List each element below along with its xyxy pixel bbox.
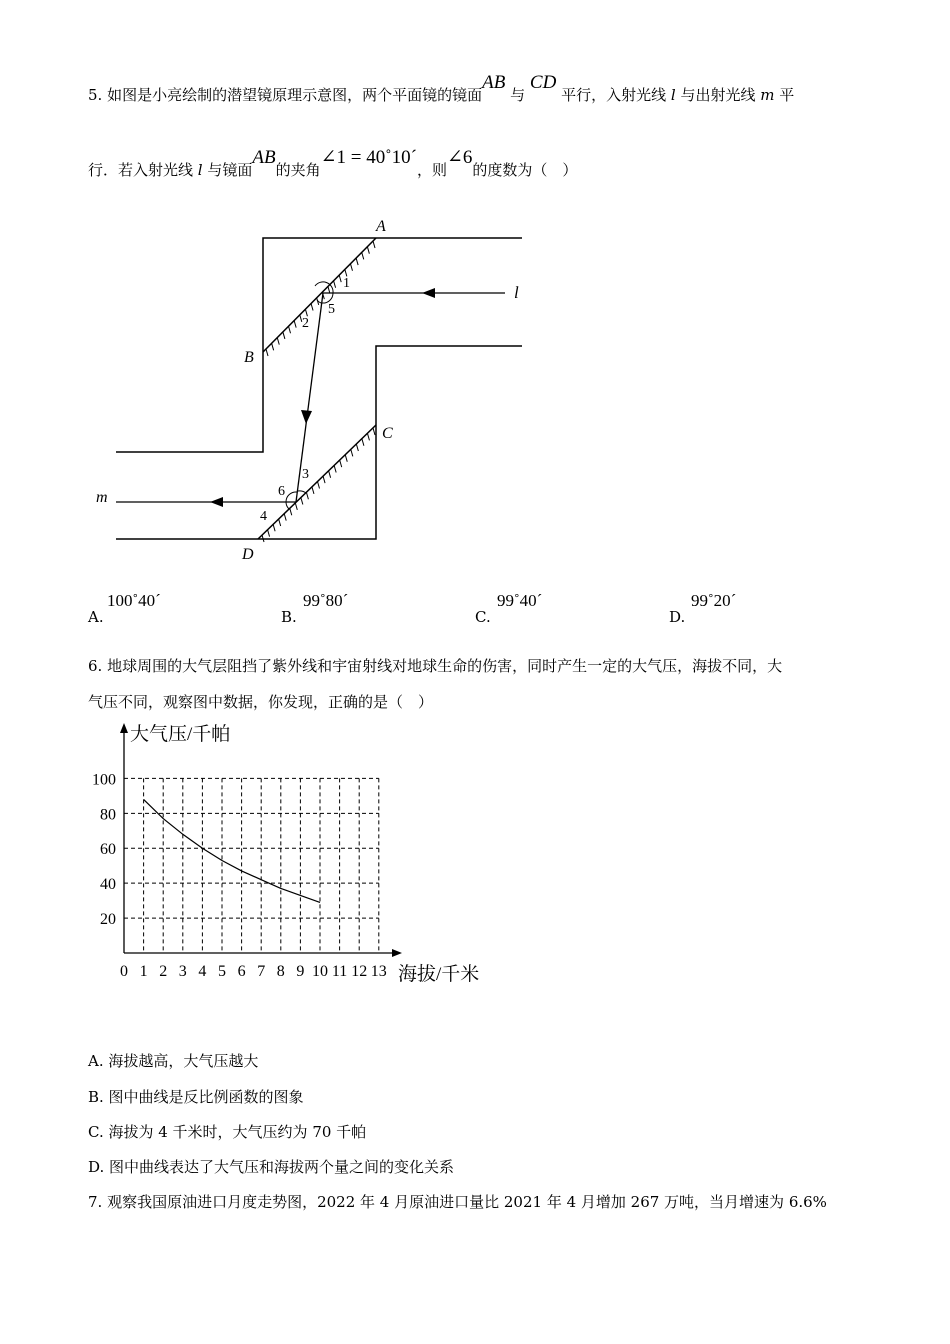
- y-tick-label: 40: [100, 876, 116, 894]
- ray-l-arrow: [422, 288, 435, 298]
- q5-text: 与镜面: [207, 161, 253, 179]
- q6-option-a[interactable]: A. 海拔越高，大气压越大: [88, 1052, 259, 1070]
- hatch-mark: [345, 455, 347, 462]
- x-tick-label: 11: [331, 963, 348, 980]
- option-d-value[interactable]: 99˚20´: [691, 591, 737, 610]
- x-tick-label: 3: [178, 963, 187, 980]
- angle-1-label: 1: [343, 276, 350, 291]
- y-tick-labels: [92, 771, 116, 928]
- y-axis-arrow: [120, 723, 128, 733]
- q6-option-b[interactable]: B. 图中曲线是反比例函数的图象: [88, 1088, 304, 1106]
- angle-5-label: 5: [328, 302, 335, 317]
- y-tick-label: 60: [100, 841, 116, 859]
- option-b-label[interactable]: B.: [281, 608, 297, 626]
- x-axis-arrow: [392, 949, 402, 957]
- angle1-expression: ∠1 = 40˚10´: [320, 147, 417, 168]
- ray-l-label: l: [197, 161, 203, 179]
- hatch-mark: [273, 524, 275, 531]
- angle-6-label: 6: [278, 484, 285, 499]
- pressure-altitude-chart: [0, 715, 520, 1000]
- angle-arc-6: [286, 492, 297, 502]
- hatch-mark: [311, 304, 313, 311]
- option-b-value[interactable]: 99˚80´: [303, 591, 349, 610]
- hatch-mark: [350, 264, 352, 271]
- hatch-mark: [367, 433, 369, 440]
- hatch-mark: [323, 476, 325, 483]
- option-c-value[interactable]: 99˚40´: [497, 591, 543, 610]
- hatch-mark: [373, 241, 375, 248]
- hatch-mark: [334, 465, 336, 472]
- hatch-mark: [289, 326, 291, 333]
- mirror-cd: [258, 425, 376, 539]
- hatch-mark: [339, 275, 341, 282]
- q5-text: 与出射光线: [680, 86, 756, 104]
- periscope-diagram: [0, 0, 950, 600]
- x-tick-label: 13: [370, 963, 387, 980]
- ray-m-figure-label: m: [96, 489, 108, 506]
- q5-text: 与: [510, 86, 526, 104]
- ray-l-figure-label: l: [514, 283, 519, 302]
- ray-l-label: l: [670, 86, 676, 104]
- reflected-ray: [296, 293, 323, 502]
- hatch-mark: [266, 349, 268, 356]
- x-tick-label: 6: [237, 963, 246, 980]
- option-d-label[interactable]: D.: [669, 608, 686, 626]
- hatch-mark: [312, 487, 314, 494]
- q6-option-c[interactable]: C. 海拔为 4 千米时，大气压约为 70 千帕: [88, 1123, 367, 1141]
- x-tick-label: 12: [351, 963, 368, 980]
- y-axis-label: 大气压/千帕: [130, 724, 231, 745]
- q5-text: 平: [779, 86, 795, 104]
- hatch-mark: [334, 281, 336, 288]
- x-tick-label: 1: [139, 963, 148, 980]
- x-tick-label: 7: [257, 963, 266, 980]
- hatch-mark: [356, 444, 358, 451]
- hatch-mark: [277, 338, 279, 345]
- hatch-mark: [290, 508, 292, 515]
- ray-m-arrow: [210, 497, 223, 507]
- angle-arc-3: [298, 491, 306, 493]
- hatch-mark: [272, 343, 274, 350]
- y-tick-label: 100: [92, 771, 116, 789]
- x-tick-label: 0: [120, 963, 128, 980]
- hatch-mark: [351, 449, 353, 456]
- hatch-mark: [362, 252, 364, 259]
- x-tick-label: 10: [312, 963, 328, 980]
- hatch-mark: [283, 332, 285, 339]
- ray-m-label: m: [760, 86, 775, 104]
- option-a-label[interactable]: A.: [88, 608, 104, 626]
- point-d-label: D: [242, 546, 254, 563]
- x-tick-label: 8: [276, 963, 285, 980]
- hatch-mark: [295, 503, 297, 510]
- hatch-mark: [318, 482, 320, 489]
- q5-text: 5. 如图是小亮绘制的潜望镜原理示意图，两个平面镜的镜面: [88, 86, 483, 104]
- mirror-ab-label: AB: [252, 147, 276, 168]
- q6-stem-line1: 6. 地球周围的大气层阻挡了紫外线和宇宙射线对地球生命的伤害，同时产生一定的大气压，海拔不同，大: [88, 657, 783, 675]
- hatch-mark: [294, 321, 296, 328]
- angle6-expression: ∠6: [446, 147, 473, 168]
- x-tick-label: 5: [218, 963, 226, 980]
- x-axis-label: 海拔/千米: [398, 964, 480, 985]
- q7-stem-line1: 7. 观察我国原油进口月度走势图，2022 年 4 月原油进口量比 2021 年 4 月增加 267 万吨，当月增速为 6.6%: [88, 1193, 827, 1211]
- chart-grid: [124, 778, 379, 953]
- hatch-mark: [284, 514, 286, 521]
- q6-option-d[interactable]: D. 图中曲线表达了大气压和海拔两个量之间的变化关系: [88, 1158, 455, 1176]
- x-tick-label: 4: [198, 963, 207, 980]
- point-b-label: B: [244, 349, 254, 366]
- angle-3-label: 3: [302, 467, 309, 482]
- option-a-value[interactable]: 100˚40´: [107, 591, 161, 610]
- q5-text: ，则: [416, 161, 447, 179]
- x-tick-label: 9: [296, 963, 305, 980]
- q5-text: 的度数为（ ）: [472, 161, 578, 179]
- hatch-mark: [356, 258, 358, 265]
- hatch-mark: [367, 247, 369, 254]
- x-tick-label: 2: [159, 963, 168, 980]
- q5-text: 的夹角: [275, 161, 321, 179]
- hatch-mark: [306, 492, 308, 499]
- hatch-mark: [362, 439, 364, 446]
- angle-2-label: 2: [302, 316, 309, 331]
- y-tick-label: 80: [100, 806, 116, 824]
- angle-arc-4: [286, 502, 289, 509]
- x-tick-labels: [120, 963, 387, 980]
- q6-stem-line2: 气压不同，观察图中数据，你发现，正确的是（ ）: [88, 693, 434, 711]
- q5-text: 平行，入射光线: [561, 86, 667, 104]
- hatch-mark: [301, 498, 303, 505]
- q5-text: 行．若入射光线: [88, 161, 194, 179]
- point-c-label: C: [382, 425, 393, 442]
- mirror-ab-hatching: [266, 241, 375, 356]
- hatch-mark: [373, 428, 375, 435]
- mirror-ab: [263, 238, 376, 352]
- point-a-label: A: [376, 218, 386, 235]
- reflected-ray-arrow: [301, 410, 312, 424]
- y-tick-label: 20: [100, 911, 116, 929]
- pressure-curve: [144, 799, 320, 902]
- hatch-mark: [340, 460, 342, 467]
- hatch-mark: [268, 530, 270, 537]
- mirror-ab-label: AB: [482, 72, 506, 93]
- hatch-mark: [329, 471, 331, 478]
- hatch-mark: [279, 519, 281, 526]
- mirror-cd-label: CD: [529, 72, 557, 93]
- option-c-label[interactable]: C.: [475, 608, 491, 626]
- angle-4-label: 4: [260, 509, 267, 524]
